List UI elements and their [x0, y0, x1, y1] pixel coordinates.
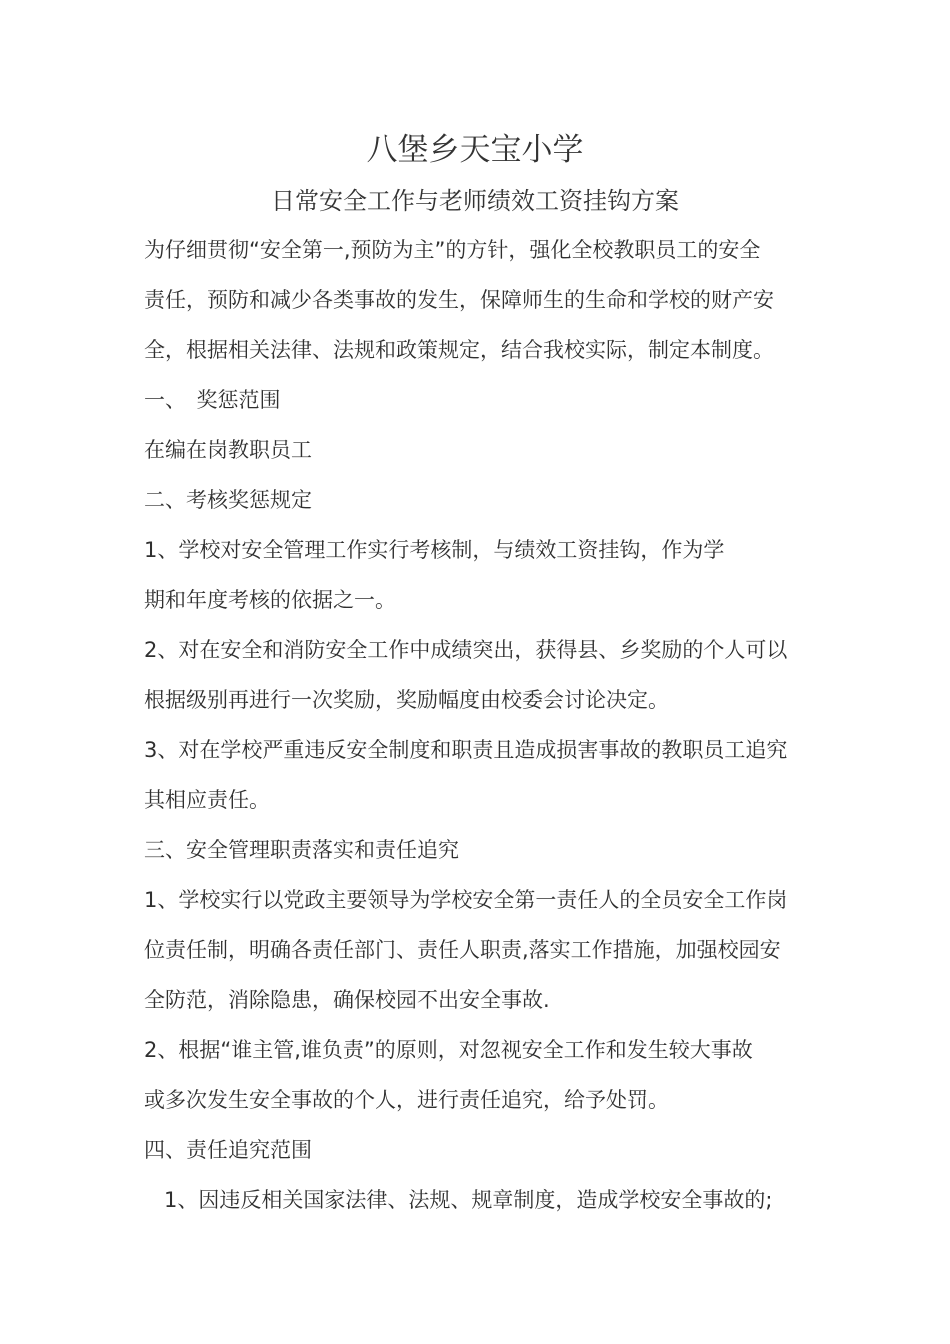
paragraph-line: 期和年度考核的依据之一。	[144, 588, 396, 612]
paragraph-line: 2、对在安全和消防安全工作中成绩突出，获得县、乡奖励的个人可以	[144, 638, 788, 662]
paragraph-line: 2、根据“谁主管,谁负责”的原则，对忽视安全工作和发生较大事故	[144, 1038, 753, 1062]
document-title: 八堡乡天宝小学	[366, 132, 584, 168]
paragraph-line: 1、学校实行以党政主要领导为学校安全第一责任人的全员安全工作岗	[144, 888, 788, 912]
paragraph-line: 责任，预防和减少各类事故的发生，保障师生的生命和学校的财产安	[144, 288, 774, 312]
section-heading: 二、考核奖惩规定	[144, 488, 312, 512]
section-heading: 三、安全管理职责落实和责任追究	[144, 838, 459, 862]
paragraph-line: 位责任制，明确各责任部门、责任人职责,落实工作措施，加强校园安	[144, 938, 781, 962]
paragraph-line: 1、因违反相关国家法律、法规、规章制度，造成学校安全事故的;	[164, 1188, 773, 1212]
section-heading: 四、责任追究范围	[144, 1138, 312, 1162]
paragraph-line: 或多次发生安全事故的个人，进行责任追究，给予处罚。	[144, 1088, 669, 1112]
section-heading: 一、 奖惩范围	[144, 388, 281, 412]
document-subtitle: 日常安全工作与老师绩效工资挂钩方案	[271, 187, 679, 215]
paragraph-line: 全，根据相关法律、法规和政策规定，结合我校实际，制定本制度。	[144, 338, 774, 362]
paragraph-line: 全防范，消除隐患，确保校园不出安全事故.	[144, 988, 550, 1012]
paragraph-line: 根据级别再进行一次奖励，奖励幅度由校委会讨论决定。	[144, 688, 669, 712]
paragraph-line: 其相应责任。	[144, 788, 270, 812]
paragraph-line: 1、学校对安全管理工作实行考核制，与绩效工资挂钩，作为学	[144, 538, 725, 562]
paragraph-line: 在编在岗教职员工	[144, 438, 312, 462]
paragraph-line: 为仔细贯彻“安全第一,预防为主”的方针，强化全校教职员工的安全	[144, 238, 761, 262]
paragraph-line: 3、对在学校严重违反安全制度和职责且造成损害事故的教职员工追究	[144, 738, 788, 762]
